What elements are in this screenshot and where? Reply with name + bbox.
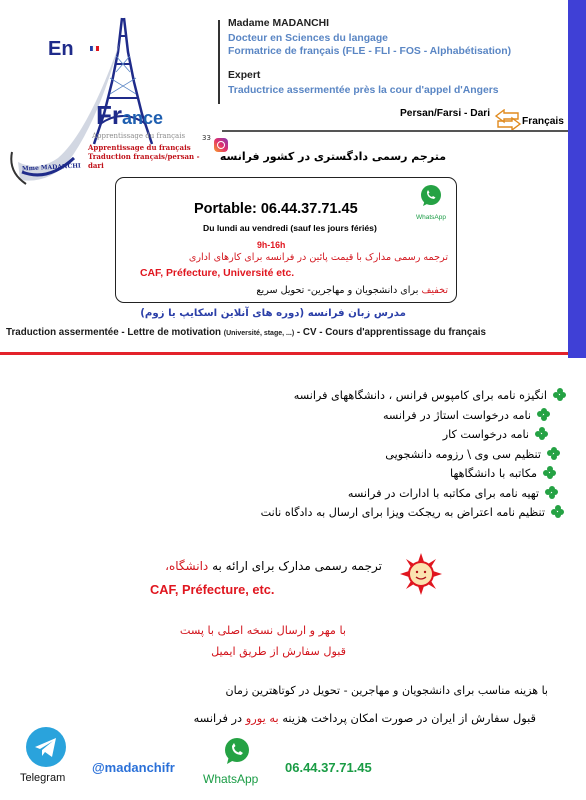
working-hours: 9h-16h: [257, 240, 286, 250]
header-name: Madame MADANCHI: [228, 18, 330, 29]
middle-translation-text: ترجمه رسمی مدارک برای ارائه به دانشگاه،: [165, 559, 382, 573]
middle-stamp-text: با مهر و ارسال نسخه اصلی با پست: [179, 624, 346, 637]
box-translation-text: ترجمه رسمی مدارک با قیمت پائین در فرانسه برای کارهای اداری: [188, 252, 448, 263]
middle-caf-text: CAF, Préfecture, etc.: [150, 582, 275, 597]
list-item: تنظیم نامه اعتراض به ریجکت ویزا برای ارسال به دادگاه نانت: [186, 505, 564, 525]
translator-title: مترجم رسمی دادگستری در کشور فرانسه: [219, 150, 446, 163]
list-item: تنظیم سی وی \ رزومه دانشجویی: [186, 447, 560, 467]
clover-bullet-icon: [547, 447, 560, 460]
logo: [8, 12, 216, 188]
social-handle[interactable]: @madanchifr: [92, 760, 175, 775]
header-line-1: Docteur en Sciences du langage: [228, 33, 388, 44]
right-blue-band: [568, 0, 586, 358]
list-item: نامه درخواست کار: [186, 427, 548, 447]
box-caf-text: CAF, Préfecture, Université etc.: [140, 268, 295, 279]
footer-phone[interactable]: 06.44.37.71.45: [285, 760, 372, 775]
logo-nameplate: Mme MADANCHI: [21, 162, 81, 173]
logo-france: France: [96, 100, 164, 130]
logo-en: En: [48, 38, 74, 60]
paper-plane-icon: [26, 727, 66, 767]
box-discount-text: تخفیف برای دانشجویان و مهاجرین- تحویل سریع: [256, 285, 448, 296]
portable-number[interactable]: Portable: 06.44.37.71.45: [194, 201, 358, 217]
telegram-icon[interactable]: [26, 727, 66, 767]
clover-bullet-icon: [543, 466, 556, 479]
bottom-iran-text: قبول سفارش از ایران در صورت امکان پرداخت هزینه به یورو در فرانسه: [193, 711, 536, 725]
whatsapp-footer-label: WhatsApp: [203, 772, 259, 786]
header-line-4: Traductrice assermentée près la cour d'appel d'Angers: [228, 85, 499, 96]
header-line-2: Formatrice de français (FLE - FLI - FOS - Alphabétisation): [228, 46, 512, 57]
header-line-3: Expert: [228, 70, 261, 81]
header-red-divider: [0, 352, 568, 355]
logo-subtitle-1: Apprentissage du français: [92, 132, 186, 140]
clover-bullet-icon: [545, 486, 558, 499]
clover-bullet-icon: [551, 505, 564, 518]
logo-subtitle-2b: Traduction français/persan - dari: [88, 152, 200, 170]
clover-bullet-icon: [537, 408, 550, 421]
clover-bullet-icon: [535, 427, 548, 440]
list-item: مکاتبه با دانشگاهها: [186, 466, 556, 486]
whatsapp-icon: [412, 184, 450, 208]
working-days: Du lundi au vendredi (sauf les jours fériés): [203, 223, 377, 233]
box-whatsapp[interactable]: [412, 184, 450, 221]
header-underline: [222, 130, 568, 132]
middle-email-text: قبول سفارش از طریق ایمیل: [211, 645, 346, 658]
services-list: [186, 388, 566, 525]
header-vertical-rule: [218, 20, 220, 104]
list-item: نامه درخواست استاژ در فرانسه: [186, 408, 550, 428]
logo-subtitle-2a: Apprentissage du français: [88, 143, 191, 152]
language-target: Français: [522, 116, 564, 127]
bottom-price-text: با هزینه مناسب برای دانشجویان و مهاجرین - تحویل در کوتاهترین زمان: [225, 684, 548, 697]
telegram-label: Telegram: [20, 772, 66, 784]
box-whatsapp-label: WhatsApp: [416, 214, 446, 221]
services-line: Traduction assermentée - Lettre de motivation (Université, stage, ...) - CV - Cours d'apprentissage du français: [6, 327, 486, 338]
sun-icon: [400, 553, 442, 595]
language-source: Persan/Farsi - Dari: [400, 108, 491, 119]
whatsapp-footer-icon[interactable]: [222, 736, 252, 766]
list-item: تهیه نامه برای مکاتبه با ادارات در فرانسه: [186, 486, 558, 506]
teacher-line: مدرس زبان فرانسه (دوره های آنلاین اسکایپ یا زوم): [140, 308, 406, 319]
list-item: انگیزه نامه برای کامپوس فرانس ، دانشگاههای فرانسه: [186, 388, 566, 408]
logo-number: 33: [202, 134, 211, 142]
clover-bullet-icon: [553, 388, 566, 401]
swap-arrows-icon: [494, 109, 522, 131]
